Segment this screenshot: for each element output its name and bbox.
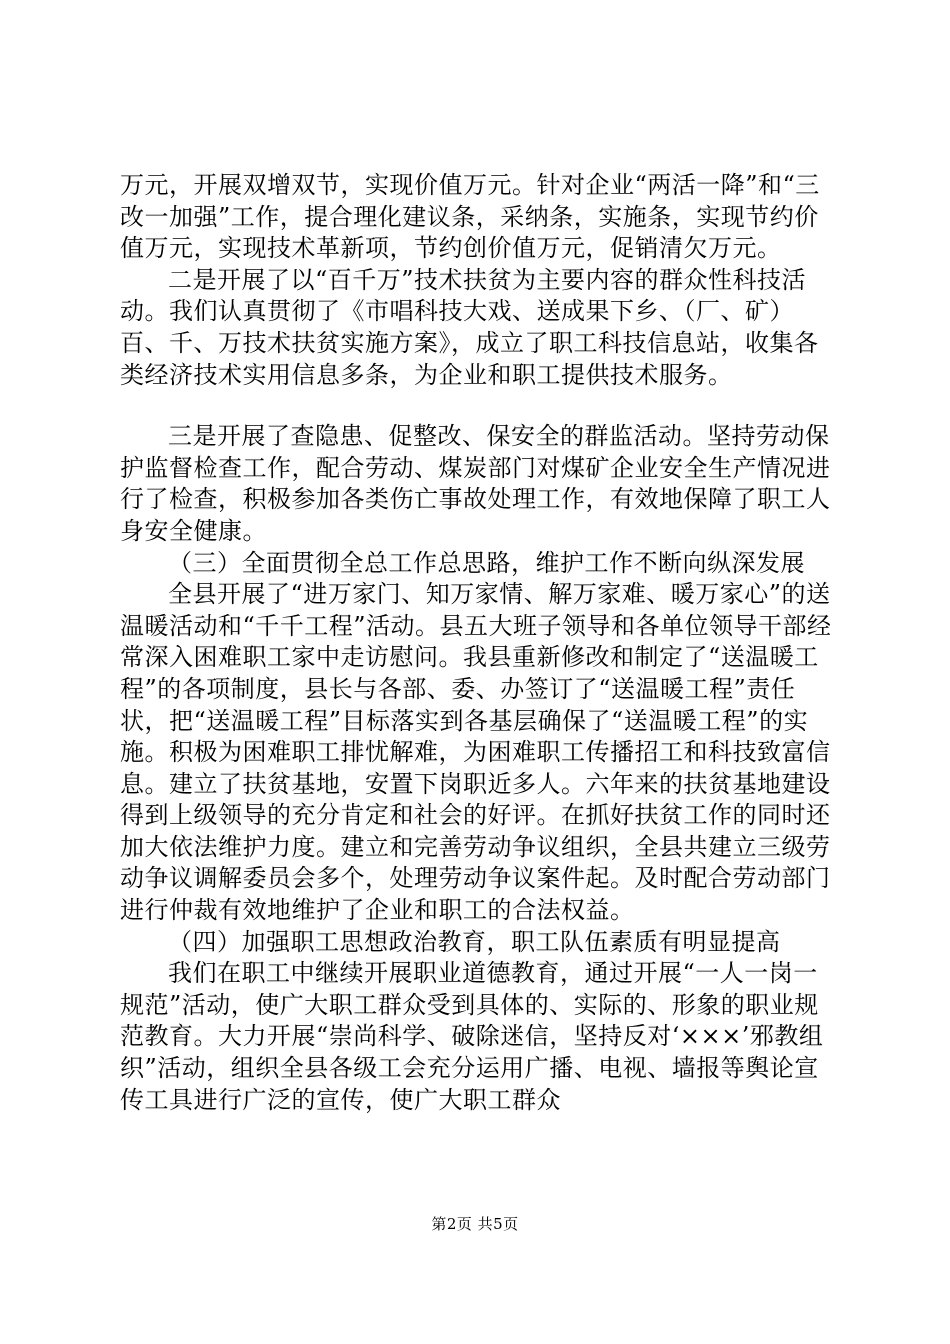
section-heading-4: （四）加强职工思想政治教育，职工队伍素质有明显提高: [168, 927, 781, 956]
paragraph-education: 我们在职工中继续开展职业道德教育，通过开展“一人一岗一规范”活动，使广大职工群众受到具体的、实际的、形象的职业规范教育。大力开展“崇尚科学、破除迷信，坚持反对‘×××’邪教组织”活动，组织全县各级工会充分运用广播、电视、墙报等舆论宣传工具进行广泛的宣传，使广大职工群众: [120, 959, 824, 1114]
paragraph-tech-poverty: 二是开展了以“百千万”技术扶贫为主要内容的群众性科技活动。我们认真贯彻了《市唱科技大戏、送成果下乡、（厂、矿）百、千、万技术扶贫实施方案》，成立了职工科技信息站，收集各类经济技术实用信息多条，为企业和职工提供技术服务。: [120, 265, 819, 389]
section-heading-3: （三）全面贯彻全总工作总思路，维护工作不断向纵深发展: [168, 548, 805, 577]
page-number-footer: 第2页 共5页: [431, 1215, 519, 1233]
document-body: [120, 170, 840, 1116]
paragraph-safety: 三是开展了查隐患、促整改、保安全的群监活动。坚持劳动保护监督检查工作，配合劳动、煤炭部门对煤矿企业安全生产情况进行了检查，积极参加各类伤亡事故处理工作，有效地保障了职工人身安全健康。: [120, 422, 831, 545]
paragraph-continuation: 万元，开展双增双节，实现价值万元。针对企业“两活一降”和“三改一加强”工作，提合理化建议条，采纳条，实施条，实现节约价值万元，实现技术革新项，节约创价值万元，促销清欠万元。: [120, 171, 820, 263]
paragraph-warmth: 全县开展了“进万家门、知万家情、解万家难、暖万家心”的送温暖活动和“千千工程”活动。县五大班子领导和各单位领导干部经常深入困难职工家中走访慰问。我县重新修改和制定了“送温暖工程”的各项制度，县长与各部、委、办签订了“送温暖工程”责任状，把“送温暖工程”目标落实到各基层确保了“送温暖工程”的实施。积极为困难职工排忧解难，为困难职工传播招工和科技致富信息。建立了扶贫基地，安置下岗职近多人。六年来的扶贫基地建设得到上级领导的充分肯定和社会的好评。在抓好扶贫工作的同时还加大依法维护力度。建立和完善劳动争议组织，全县共建立三级劳动争议调解委员会多个，处理劳动争议案件起。及时配合劳动部门进行仲裁有效地维护了企业和职工的合法权益。: [120, 580, 832, 925]
